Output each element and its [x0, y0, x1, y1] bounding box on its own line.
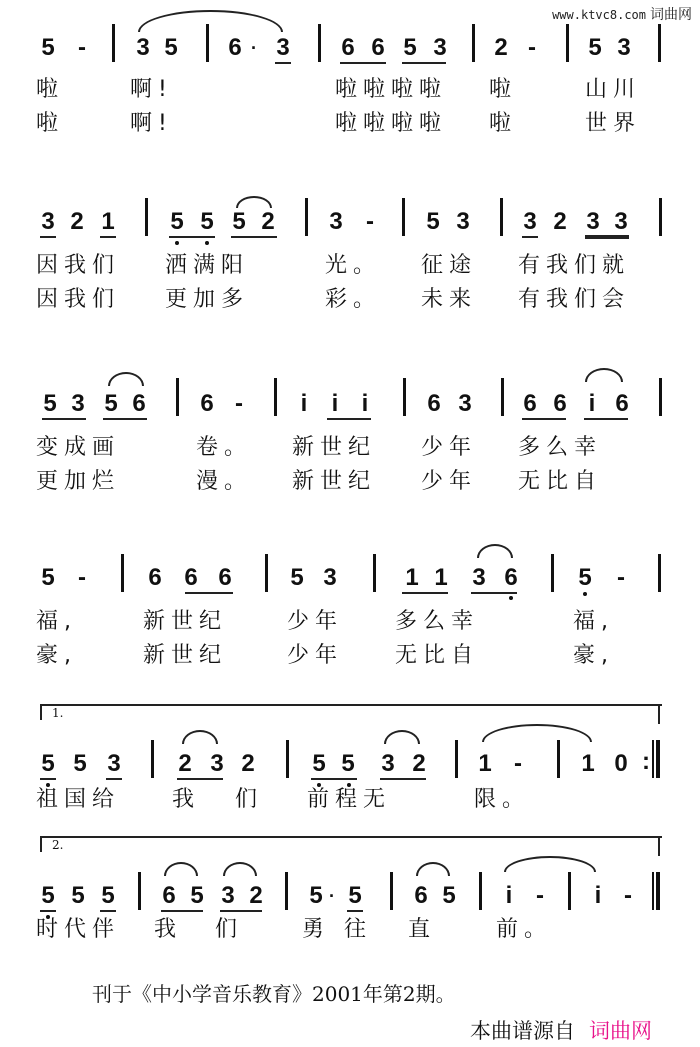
dash: - — [514, 750, 522, 777]
note: 5 — [41, 750, 55, 777]
note: 5 — [73, 750, 87, 777]
note: 3 — [456, 208, 470, 235]
lyric: 多么幸 — [395, 609, 480, 634]
barline — [305, 198, 308, 236]
lyric: 有我们会 — [518, 287, 631, 312]
barline — [151, 740, 154, 778]
barline — [285, 872, 288, 910]
lyric: 未来 — [421, 287, 478, 312]
lyric: 们 — [235, 787, 264, 812]
note: 5 — [164, 34, 178, 61]
underline — [40, 910, 56, 912]
note: 6 — [523, 390, 537, 417]
lyric: 少年 — [287, 643, 344, 668]
dash: - — [235, 390, 243, 417]
note: 3 — [276, 34, 290, 61]
lyric: 啊! — [130, 77, 173, 102]
lyric: 豪, — [36, 643, 77, 668]
note: 3 — [586, 208, 600, 235]
underline — [177, 778, 223, 780]
barline — [455, 740, 458, 778]
note: 5 — [190, 882, 204, 909]
note: 6 — [184, 564, 198, 591]
tie — [482, 724, 592, 742]
lyric: 卷。 — [196, 435, 253, 460]
note: 5 — [312, 750, 326, 777]
barline — [566, 24, 569, 62]
note: 6 — [504, 564, 518, 591]
barline — [373, 554, 376, 592]
barline — [274, 378, 277, 416]
volta-bracket-end — [658, 704, 660, 724]
underline — [100, 910, 116, 912]
high-note: i — [505, 882, 513, 909]
lyric: 福, — [573, 609, 614, 634]
note: 6 — [341, 34, 355, 61]
note: 3 — [107, 750, 121, 777]
lyric: 世界 — [585, 111, 642, 136]
volta-number: 2. — [52, 838, 64, 852]
note: 5 — [290, 564, 304, 591]
double-underline — [585, 235, 629, 239]
dash: - — [617, 564, 625, 591]
underline — [327, 418, 371, 420]
note: 3 — [221, 882, 235, 909]
dash: - — [624, 882, 632, 909]
barline — [568, 872, 571, 910]
watermark-site: 词曲网 — [650, 7, 692, 23]
underline — [275, 62, 291, 64]
note: 6 — [615, 390, 629, 417]
barline — [286, 740, 289, 778]
note: 6 — [132, 390, 146, 417]
lyric: 往 — [344, 917, 373, 942]
note: 5 — [41, 564, 55, 591]
lyric: 啦 — [36, 111, 65, 136]
note: 5 — [588, 34, 602, 61]
lyric: 新世纪 — [143, 643, 228, 668]
barline — [479, 872, 482, 910]
final-barline-thin — [652, 872, 654, 910]
dash: - — [536, 882, 544, 909]
note: 1 — [434, 564, 448, 591]
lyric: 前程无 — [307, 787, 392, 812]
note: 1 — [478, 750, 492, 777]
slur — [384, 730, 420, 744]
note: 2 — [412, 750, 426, 777]
lyric: 啦 — [36, 77, 65, 102]
note: 5 — [578, 564, 592, 591]
slur — [223, 862, 257, 876]
slur — [182, 730, 218, 744]
barline — [500, 198, 503, 236]
lyric: 限。 — [474, 787, 531, 812]
barline — [318, 24, 321, 62]
volta-number: 1. — [52, 706, 64, 720]
lyric: 啦 — [489, 77, 518, 102]
slur — [236, 196, 272, 208]
note: 5 — [232, 208, 246, 235]
lyric: 福, — [36, 609, 77, 634]
note: 5 — [341, 750, 355, 777]
note: 6 — [414, 882, 428, 909]
slur — [108, 372, 144, 386]
lyric: 直 — [408, 917, 437, 942]
lyric: 光。 — [325, 253, 382, 278]
note: 3 — [323, 564, 337, 591]
underline — [311, 778, 357, 780]
barline — [557, 740, 560, 778]
final-barline-thick — [656, 872, 660, 910]
note: 5 — [71, 882, 85, 909]
lyric: 无比自 — [518, 469, 603, 494]
barline — [138, 872, 141, 910]
low-octave-dot — [205, 241, 209, 245]
lyric: 啦啦啦啦 — [335, 111, 448, 136]
note: 5 — [309, 882, 323, 909]
lyric: 有我们就 — [518, 253, 631, 278]
volta-bracket-2 — [40, 836, 662, 852]
low-octave-dot — [583, 592, 587, 596]
slur — [164, 862, 198, 876]
barline — [659, 198, 662, 236]
lyric: 少年 — [421, 469, 478, 494]
dash: - — [528, 34, 536, 61]
underline — [185, 592, 233, 594]
underline — [584, 418, 628, 420]
underline — [340, 62, 386, 64]
note: 5 — [442, 882, 456, 909]
lyric: 新世纪 — [143, 609, 228, 634]
note: 2 — [70, 208, 84, 235]
underline — [522, 418, 566, 420]
lyric: 们 — [215, 917, 244, 942]
note: 3 — [136, 34, 150, 61]
note: 3 — [472, 564, 486, 591]
watermark-url: www.ktvc8.com — [552, 8, 646, 22]
barline — [658, 554, 661, 592]
high-note: i — [588, 390, 596, 417]
barline — [658, 24, 661, 62]
tie — [504, 856, 596, 872]
note: 6 — [427, 390, 441, 417]
underline — [40, 778, 56, 780]
underline — [402, 62, 446, 64]
underline — [522, 236, 538, 238]
note: 2 — [494, 34, 508, 61]
watermark — [552, 4, 692, 24]
underline — [231, 236, 277, 238]
note: 1 — [405, 564, 419, 591]
lyric: 时代伴 — [36, 917, 121, 942]
barline — [112, 24, 115, 62]
barline — [472, 24, 475, 62]
lyric: 彩。 — [325, 287, 382, 312]
note: 3 — [210, 750, 224, 777]
barline — [390, 872, 393, 910]
dash: - — [78, 564, 86, 591]
lyric: 征途 — [421, 253, 478, 278]
note: 3 — [71, 390, 85, 417]
underline — [380, 778, 426, 780]
note: 2 — [178, 750, 192, 777]
lyric: 我 — [172, 787, 201, 812]
lyric: 山川 — [585, 77, 642, 102]
underline — [402, 592, 448, 594]
note: 2 — [553, 208, 567, 235]
underline — [103, 418, 147, 420]
note: 5 — [170, 208, 184, 235]
note: 2 — [261, 208, 275, 235]
source-label: 本曲谱源自 — [470, 1019, 575, 1043]
lyric: 啦啦啦啦 — [335, 77, 448, 102]
note: 5 — [104, 390, 118, 417]
high-note: i — [331, 390, 339, 417]
note: 3 — [458, 390, 472, 417]
dash: - — [78, 34, 86, 61]
lyric: 新世纪 — [292, 469, 377, 494]
note: 3 — [617, 34, 631, 61]
slur — [477, 544, 513, 558]
note: 5 — [101, 882, 115, 909]
source-site-link[interactable]: 词曲网 — [589, 1019, 652, 1043]
underline — [40, 236, 56, 238]
barline — [551, 554, 554, 592]
repeat-barline-thin — [652, 740, 654, 778]
slur — [416, 862, 450, 876]
note: 6 — [200, 390, 214, 417]
note: 1 — [101, 208, 115, 235]
slur — [138, 10, 283, 32]
rest: 0 — [614, 750, 628, 777]
lyric: 漫。 — [196, 469, 253, 494]
note: 3 — [433, 34, 447, 61]
lyric: 啊! — [130, 111, 173, 136]
barline — [265, 554, 268, 592]
note: 2 — [249, 882, 263, 909]
note: 6 — [162, 882, 176, 909]
lyric: 洒满阳 — [165, 253, 250, 278]
augmentation-dot: · — [329, 886, 335, 906]
note: 5 — [426, 208, 440, 235]
lyric: 少年 — [287, 609, 344, 634]
lyric: 前。 — [496, 917, 553, 942]
note: 5 — [348, 882, 362, 909]
barline — [659, 378, 662, 416]
note: 3 — [381, 750, 395, 777]
note: 6 — [218, 564, 232, 591]
note: 3 — [329, 208, 343, 235]
note: 3 — [614, 208, 628, 235]
lyric: 多么幸 — [518, 435, 603, 460]
note: 3 — [523, 208, 537, 235]
note: 5 — [43, 390, 57, 417]
note: 2 — [241, 750, 255, 777]
lyric: 因我们 — [36, 287, 121, 312]
high-note: i — [594, 882, 602, 909]
lyric: 我 — [154, 917, 183, 942]
note: 3 — [41, 208, 55, 235]
underline — [471, 592, 517, 594]
barline — [402, 198, 405, 236]
lyric: 豪, — [573, 643, 614, 668]
volta-bracket-1 — [40, 704, 662, 720]
low-octave-dot — [509, 596, 513, 600]
lyric: 少年 — [421, 435, 478, 460]
lyric: 无比自 — [395, 643, 480, 668]
underline — [220, 910, 262, 912]
note: 5 — [41, 34, 55, 61]
lyric: 啦 — [489, 111, 518, 136]
source-attribution — [470, 1015, 652, 1045]
dash: - — [366, 208, 374, 235]
note: 5 — [200, 208, 214, 235]
barline — [501, 378, 504, 416]
lyric: 变成画 — [36, 435, 121, 460]
underline — [100, 236, 116, 238]
high-note: i — [361, 390, 369, 417]
barline — [403, 378, 406, 416]
high-note: i — [300, 390, 308, 417]
augmentation-dot: · — [251, 38, 257, 58]
repeat-barline-thick — [656, 740, 660, 778]
lyric: 新世纪 — [292, 435, 377, 460]
underline — [42, 418, 86, 420]
underline — [106, 778, 122, 780]
note: 6 — [148, 564, 162, 591]
underline — [161, 910, 203, 912]
note: 1 — [581, 750, 595, 777]
note: 5 — [403, 34, 417, 61]
publication-credit: 刊于《中小学音乐教育》2001年第2期。 — [92, 982, 456, 1006]
low-octave-dot — [175, 241, 179, 245]
note: 5 — [41, 882, 55, 909]
barline — [176, 378, 179, 416]
underline — [169, 236, 215, 238]
repeat-dots: : — [642, 748, 650, 775]
lyric: 勇 — [302, 917, 331, 942]
lyric: 更加多 — [165, 287, 250, 312]
lyric: 祖国给 — [36, 787, 121, 812]
note: 6 — [228, 34, 242, 61]
note: 6 — [553, 390, 567, 417]
lyric: 更加烂 — [36, 469, 121, 494]
lyric: 因我们 — [36, 253, 121, 278]
volta-bracket-end — [658, 836, 660, 856]
barline — [145, 198, 148, 236]
barline — [121, 554, 124, 592]
underline — [347, 910, 363, 912]
note: 6 — [371, 34, 385, 61]
slur — [585, 368, 623, 382]
